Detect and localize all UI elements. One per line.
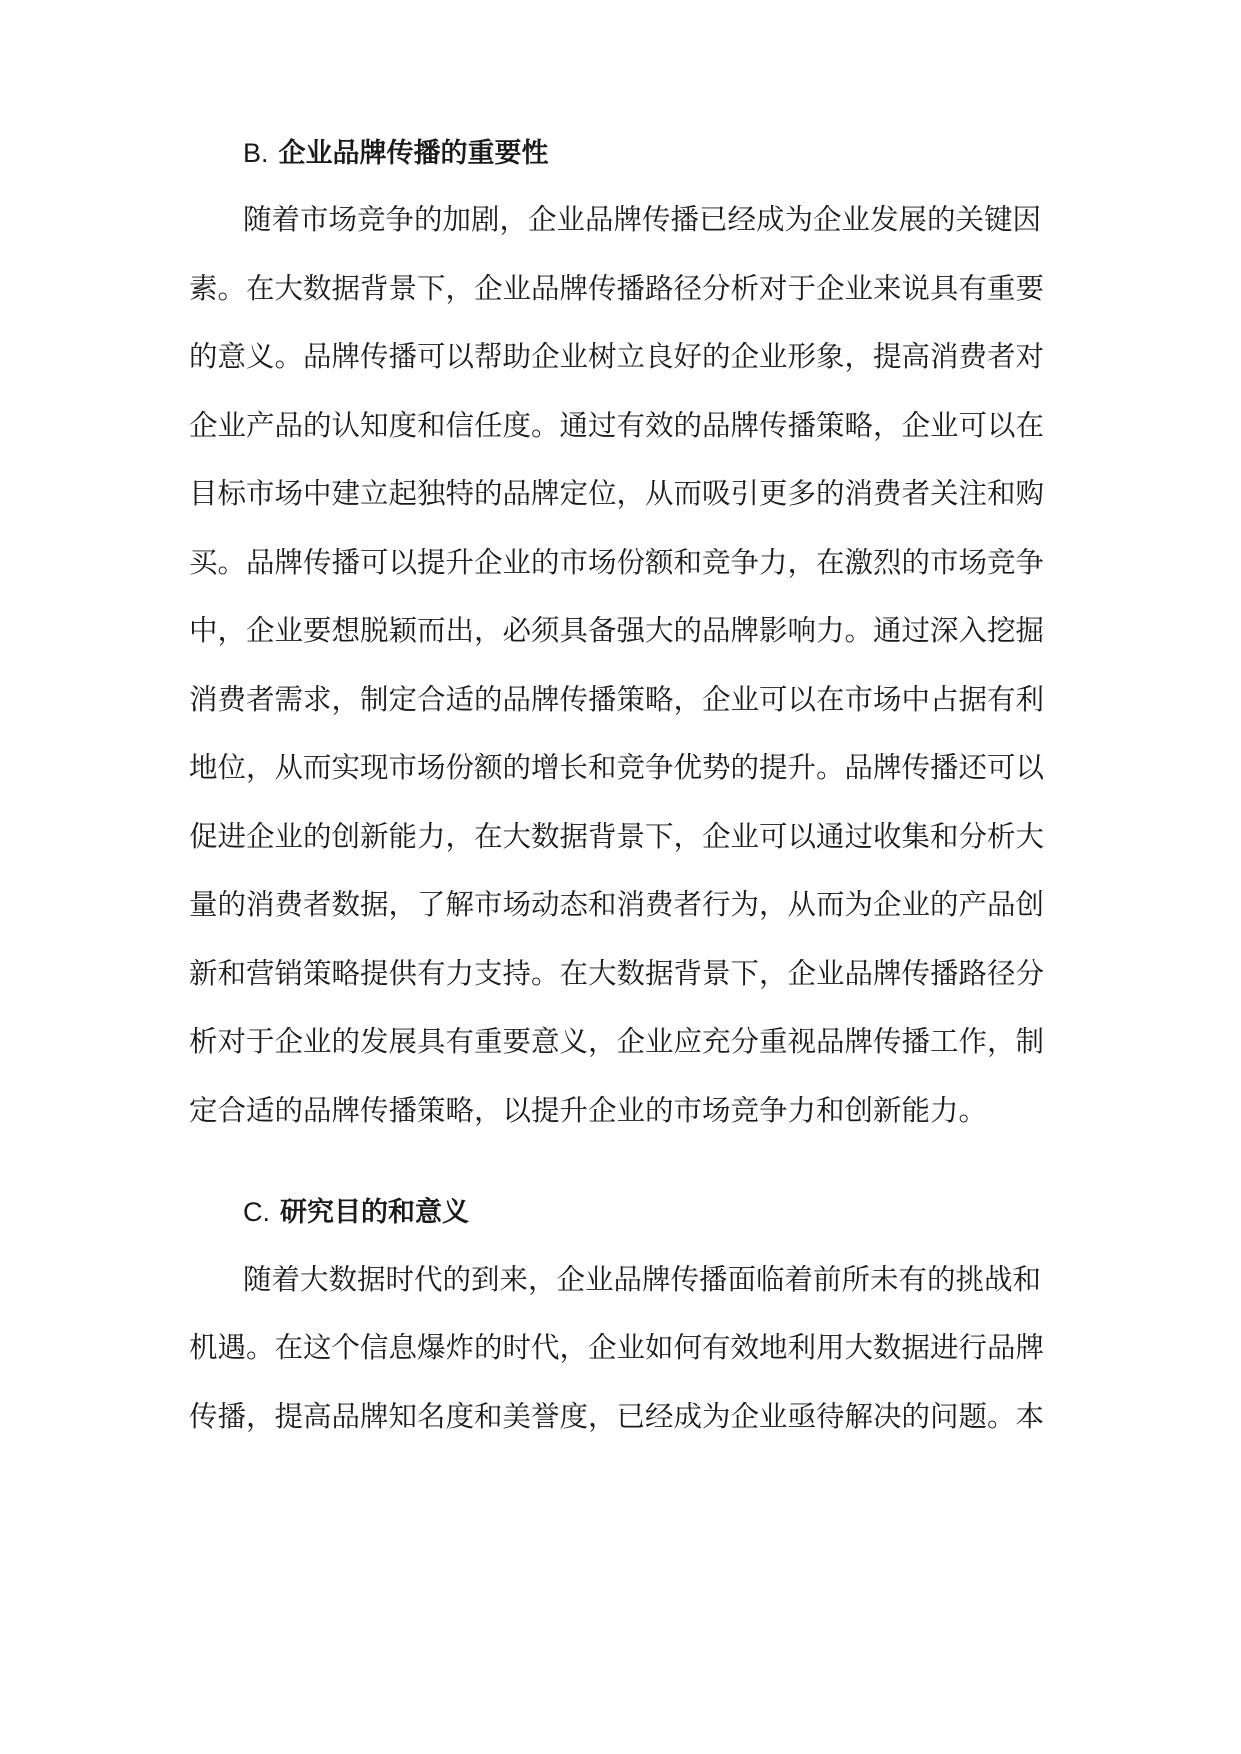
- paragraph-line: 新和营销策略提供有力支持。在大数据背景下，企业品牌传播路径分: [189, 957, 1045, 990]
- paragraph-line: 析对于企业的发展具有重要意义，企业应充分重视品牌传播工作，制: [189, 1025, 1045, 1058]
- paragraph-line: 企业产品的认知度和信任度。通过有效的品牌传播策略，企业可以在: [189, 409, 1045, 442]
- paragraph-line: 定合适的品牌传播策略，以提升企业的市场竞争力和创新能力。: [189, 1094, 988, 1127]
- paragraph-line: 地位，从而实现市场份额的增长和竞争优势的提升。品牌传播还可以: [189, 751, 1045, 784]
- section-b-title: 企业品牌传播的重要性: [278, 138, 549, 169]
- section-c-number: C.: [243, 1197, 270, 1227]
- paragraph-line: 买。品牌传播可以提升企业的市场份额和竞争力，在激烈的市场竞争: [189, 546, 1045, 579]
- paragraph-line: 中，企业要想脱颖而出，必须具备强大的品牌影响力。通过深入挖掘: [189, 614, 1045, 647]
- paragraph-line: 消费者需求，制定合适的品牌传播策略，企业可以在市场中占据有利: [189, 683, 1045, 716]
- paragraph-line: 素。在大数据背景下，企业品牌传播路径分析对于企业来说具有重要: [189, 272, 1045, 305]
- paragraph-line: 的意义。品牌传播可以帮助企业树立良好的企业形象，提高消费者对: [189, 340, 1045, 373]
- paragraph-line: 量的消费者数据，了解市场动态和消费者行为，从而为企业的产品创: [189, 888, 1045, 921]
- paragraph-line: 目标市场中建立起独特的品牌定位，从而吸引更多的消费者关注和购: [189, 477, 1045, 510]
- section-b-number: B.: [243, 138, 269, 168]
- section-c-heading: [243, 1192, 469, 1233]
- paragraph-line: 随着大数据时代的到来，企业品牌传播面临着前所未有的挑战和: [243, 1263, 1042, 1296]
- paragraph-line: 随着市场竞争的加剧，企业品牌传播已经成为企业发展的关键因: [243, 203, 1042, 236]
- section-c-title: 研究目的和意义: [280, 1197, 469, 1228]
- paragraph-line: 促进企业的创新能力，在大数据背景下，企业可以通过收集和分析大: [189, 820, 1045, 853]
- section-b-heading: [243, 133, 549, 174]
- paragraph-line: 机遇。在这个信息爆炸的时代，企业如何有效地利用大数据进行品牌: [189, 1331, 1045, 1364]
- paragraph-line: 传播，提高品牌知名度和美誉度，已经成为企业亟待解决的问题。本: [189, 1400, 1045, 1433]
